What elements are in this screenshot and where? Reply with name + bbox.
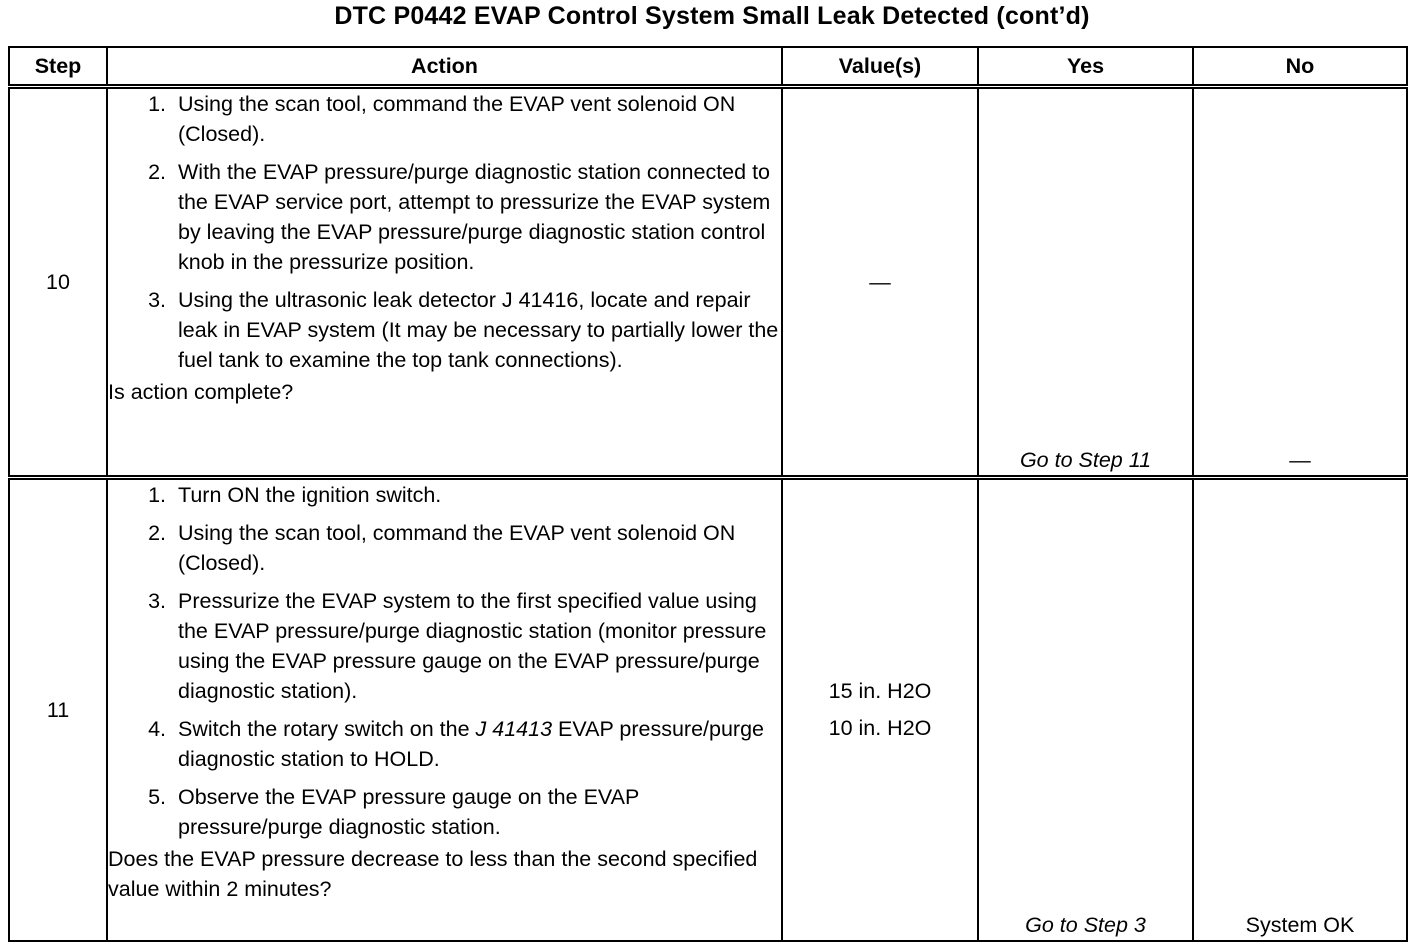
step-number: 10	[9, 87, 107, 478]
action-item: 1. Using the scan tool, command the EVAP vent solenoid ON (Closed).	[172, 89, 781, 149]
step-number: 11	[9, 478, 107, 942]
no-cell	[1193, 478, 1407, 942]
column-header-yes: Yes	[978, 47, 1193, 87]
no-result: —	[1289, 448, 1311, 472]
table-header-row	[9, 47, 1407, 87]
table-row-step-10	[9, 87, 1407, 478]
column-header-no: No	[1193, 47, 1407, 87]
yes-goto-link: Go to Step 3	[1025, 913, 1146, 937]
action-cell	[107, 87, 782, 478]
action-list	[108, 480, 781, 842]
yes-cell	[978, 478, 1193, 942]
action-question: Is action complete?	[108, 380, 294, 404]
value-item: 15 in. H2O	[828, 679, 932, 703]
action-item: 3. Using the ultrasonic leak detector J 41416, locate and repair leak in EVAP system (It may be necessary to partially lower the fuel tank to examine the top tank connections).	[172, 285, 781, 375]
column-header-step: Step	[9, 47, 107, 87]
yes-goto-link: Go to Step 11	[1019, 448, 1152, 472]
no-result: System OK	[1245, 913, 1355, 937]
column-header-values: Value(s)	[782, 47, 978, 87]
no-cell	[1193, 87, 1407, 478]
action-item-text: EVAP pressure/purge diagnostic station to HOLD.	[178, 717, 764, 771]
table-row-step-11	[9, 478, 1407, 942]
tool-number: J 41413	[475, 717, 553, 741]
action-item: 5. Observe the EVAP pressure gauge on the EVAP pressure/purge diagnostic station.	[172, 782, 781, 842]
diagnostic-table	[8, 46, 1408, 942]
action-item: 1. Turn ON the ignition switch.	[172, 480, 781, 510]
column-header-action: Action	[107, 47, 782, 87]
action-list	[108, 89, 781, 375]
value-item: 10 in. H2O	[828, 716, 932, 740]
action-question: Does the EVAP pressure decrease to less than the second specified value within 2 minutes?	[108, 847, 758, 901]
values-cell	[782, 478, 978, 942]
action-item: 3. Pressurize the EVAP system to the first specified value using the EVAP pressure/purge diagnostic station (monitor pressure using the EVAP pressure gauge on the EVAP pressure/purge diagnostic station).	[172, 586, 781, 706]
action-item	[172, 714, 781, 774]
value-item: —	[869, 269, 891, 294]
yes-cell	[978, 87, 1193, 478]
action-item: 2. Using the scan tool, command the EVAP vent solenoid ON (Closed).	[172, 518, 781, 578]
action-cell	[107, 478, 782, 942]
action-item-text: Switch the rotary switch on the	[178, 717, 476, 741]
values-cell	[782, 87, 978, 478]
page-title: DTC P0442 EVAP Control System Small Leak Detected (cont’d)	[334, 2, 1090, 30]
action-item: 2. With the EVAP pressure/purge diagnostic station connected to the EVAP service port, attempt to pressurize the EVAP system by leaving the EVAP pressure/purge diagnostic station control knob in the pressurize position.	[172, 157, 781, 277]
